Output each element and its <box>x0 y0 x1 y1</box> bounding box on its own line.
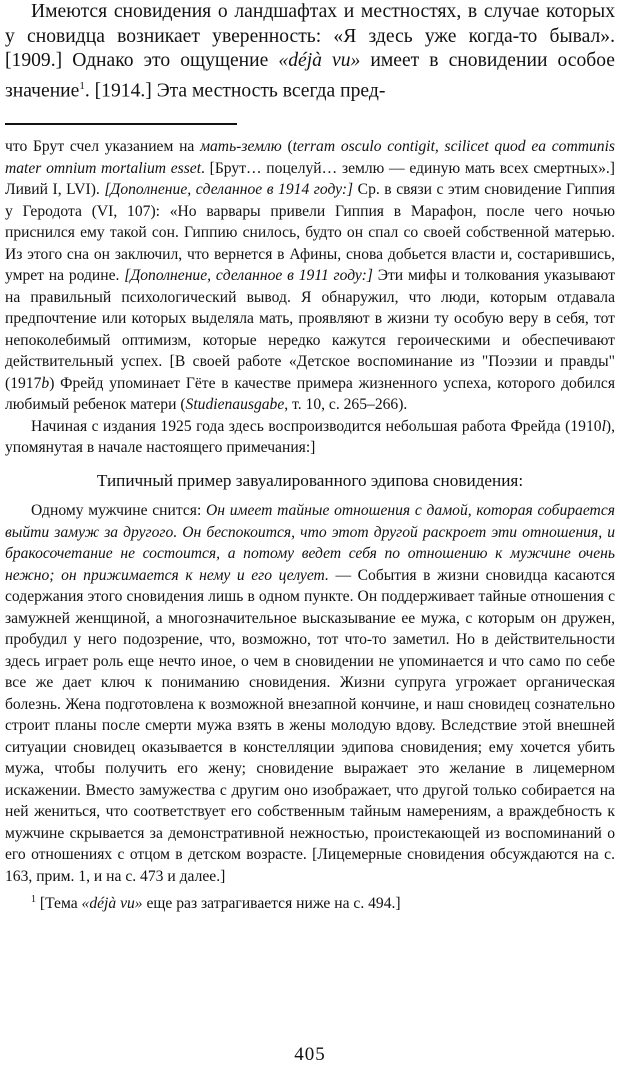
footnote-separator <box>5 123 237 125</box>
footnote-mark: 1 <box>31 894 36 905</box>
footnote-reference: 1 <box>79 79 85 92</box>
page-number: 405 <box>294 1044 326 1065</box>
notes-section <box>5 136 615 915</box>
note-paragraph-2: Начиная с издания 1925 года здесь воспроизводится небольшая работа Фрейда (1910l), упомянутая в начале настоящего примечания:] <box>5 417 615 456</box>
main-text <box>5 0 615 104</box>
main-paragraph: Имеются сновидения о ландшафтах и местностях, в случае которых у сновидца возникает уверенность: «Я здесь уже когда-то бывал». [1909.] Однако это ощущение «déjà vu» имеет в сновидении особое значение$^1$. [1914.] Эта местность всегда пред- <box>5 1 615 102</box>
note-paragraph-3: Одному мужчине снится: Он имеет тайные отношения с дамой, которая собирается выйти замуж за другого. Он беспокоится, что этот другой раскроет эти отношения, и бракосочетание не состоится, а потому ведет себя по отношению к мужчине очень нежно; он прижимается к нему и его целует. — События в жизни сновидца касаются содержания этого сновидения лишь в одном пункте. Он поддерживает тайные отношения с замужней женщиной, а многозначительное высказывание ее мужа, с которым он дружен, пробудил у него подозрение, что, возможно, тот что-то заметил. Но в действительности здесь играет роль еще нечто иное, о чем в сновидении не упоминается и что само по себе все же дает ключ к пониманию сновидения. Жизни супруга угрожает органическая болезнь. Жена подготовлена к возможной внезапной кончине, и наш сновидец сознательно строит планы после смерти мужа взять в жены молодую вдову. Вследствие этой внешней ситуации сновидец оказывается в констелляции эдипова сновидения; ему хочется убить мужа, чтобы получить его жену; сновидение выражает это желание в лицемерном искажении. Вместо замужества с другим оно изображает, что другой только собирается на ней жениться, что соответствует его собственным тайным намерениям, а враждебность к мужчине скрывается за демонстративной нежностью, проистекающей из воспоминаний о его отношениях с отцом в детском возрасте. [Лицемерные сновидения обсуждаются на с. 163, прим. 1, и на с. 473 и далее.] <box>5 502 615 885</box>
note-paragraph-1: что Брут счел указанием на мать-землю (terram osculo contigit, scilicet quod ea communis mater omnium mortalium esset. [Брут… поцелуй… землю — единую мать всех смертных».] Ливий I, LVI). [Дополнение, сделанное в 1914 году:] Ср. в связи с этим сновидение Гиппия у Геродота (VI, 107): «Но варвары привели Гиппия в Марафон, после чего ночью приснился ему такой сон. Гиппию снилось, будто он спал со своей собственной матерью. Из этого сна он заключил, что вернется в Афины, снова добьется власти и, состарившись, умрет на родине. [Дополнение, сделанное в 1911 году:] Эти мифы и толкования указывают на правильный психологический вывод. Я обнаружил, что люди, которым отдавала предпочтение или которых выделяла мать, проявляют в жизни ту особую веру в себя, тот непоколебимый оптимизм, которые нередко кажутся героическими и обеспечивают действительный успех. [В своей работе «Детское воспоминание из "Поэзии и правды" (1917b) Фрейд упоминает Гёте в качестве примера жизненного успеха, которого добился любимый ребенок матери (Studienausgabe, т. 10, с. 265–266). <box>5 138 616 413</box>
section-heading: Типичный пример завуалированного эдипова сновидения: <box>96 470 524 490</box>
footnote: $^1$ [Тема «déjà vu» еще раз затрагивается ниже на с. 494.] <box>31 894 401 913</box>
